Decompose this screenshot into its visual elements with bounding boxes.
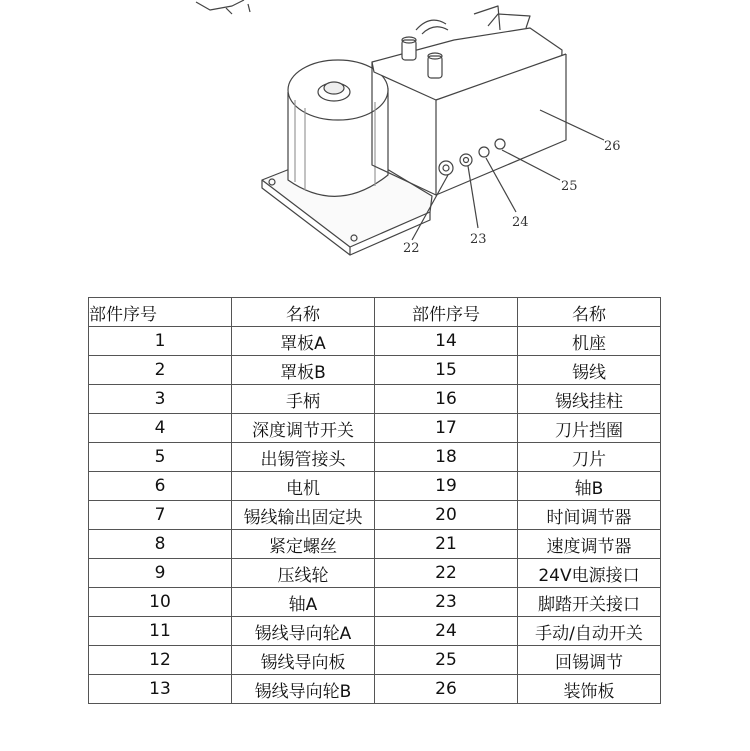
cell-part-number: 10	[89, 588, 232, 617]
table-row	[89, 588, 661, 617]
cell-part-name: 时间调节器	[518, 501, 661, 530]
cell-part-name: 锡线挂柱	[518, 385, 661, 414]
cell-part-name: 机座	[518, 327, 661, 356]
cell-part-name: 轴B	[518, 472, 661, 501]
cell-part-name: 深度调节开关	[232, 414, 375, 443]
cell-part-name: 压线轮	[232, 559, 375, 588]
cell-part-name: 锡线输出固定块	[232, 501, 375, 530]
cell-part-name: 装饰板	[518, 675, 661, 704]
cell-part-number: 17	[375, 414, 518, 443]
cell-part-number: 7	[89, 501, 232, 530]
cell-part-number: 18	[375, 443, 518, 472]
cell-part-number: 16	[375, 385, 518, 414]
cell-part-name: 锡线导向轮A	[232, 617, 375, 646]
callout-24: 24	[512, 215, 529, 230]
header-part-name: 名称	[518, 298, 661, 327]
parts-table	[88, 297, 661, 704]
cell-part-number: 1	[89, 327, 232, 356]
cell-part-name: 锡线导向轮B	[232, 675, 375, 704]
table-row	[89, 530, 661, 559]
cell-part-name: 罩板B	[232, 356, 375, 385]
cell-part-name: 出锡管接头	[232, 443, 375, 472]
header-part-number: 部件序号	[375, 298, 518, 327]
cell-part-number: 12	[89, 646, 232, 675]
callout-22: 22	[403, 241, 420, 256]
cell-part-name: 电机	[232, 472, 375, 501]
cell-part-name: 刀片挡圈	[518, 414, 661, 443]
table-row	[89, 414, 661, 443]
cell-part-name: 刀片	[518, 443, 661, 472]
cell-part-number: 11	[89, 617, 232, 646]
cell-part-name: 轴A	[232, 588, 375, 617]
table-header-row	[89, 298, 661, 327]
cell-part-name: 速度调节器	[518, 530, 661, 559]
cell-part-number: 8	[89, 530, 232, 559]
cell-part-name: 手动/自动开关	[518, 617, 661, 646]
cell-part-number: 4	[89, 414, 232, 443]
cell-part-number: 22	[375, 559, 518, 588]
machine-diagram	[0, 0, 750, 290]
table-row	[89, 385, 661, 414]
cell-part-name: 24V电源接口	[518, 559, 661, 588]
cell-part-number: 6	[89, 472, 232, 501]
table-row	[89, 617, 661, 646]
cell-part-number: 13	[89, 675, 232, 704]
machine-drawing	[0, 0, 750, 290]
parts-table-body	[89, 327, 661, 704]
cell-part-number: 19	[375, 472, 518, 501]
callout-25: 25	[561, 179, 578, 194]
callout-26: 26	[604, 139, 621, 154]
table-row	[89, 472, 661, 501]
cell-part-number: 14	[375, 327, 518, 356]
table-row	[89, 559, 661, 588]
cell-part-name: 锡线	[518, 356, 661, 385]
cell-part-name: 回锡调节	[518, 646, 661, 675]
table-row	[89, 646, 661, 675]
table-row	[89, 443, 661, 472]
cell-part-number: 2	[89, 356, 232, 385]
cell-part-name: 锡线导向板	[232, 646, 375, 675]
cell-part-number: 23	[375, 588, 518, 617]
header-part-name: 名称	[232, 298, 375, 327]
header-part-number: 部件序号	[89, 298, 232, 327]
cell-part-number: 5	[89, 443, 232, 472]
cell-part-name: 罩板A	[232, 327, 375, 356]
cell-part-number: 3	[89, 385, 232, 414]
cell-part-number: 25	[375, 646, 518, 675]
table-row	[89, 675, 661, 704]
cell-part-number: 20	[375, 501, 518, 530]
cell-part-number: 21	[375, 530, 518, 559]
table-row	[89, 356, 661, 385]
cell-part-name: 紧定螺丝	[232, 530, 375, 559]
callout-23: 23	[470, 232, 487, 247]
cell-part-number: 26	[375, 675, 518, 704]
cell-part-number: 24	[375, 617, 518, 646]
cell-part-name: 手柄	[232, 385, 375, 414]
cell-part-name: 脚踏开关接口	[518, 588, 661, 617]
cell-part-number: 15	[375, 356, 518, 385]
table-row	[89, 501, 661, 530]
cell-part-number: 9	[89, 559, 232, 588]
table-row	[89, 327, 661, 356]
